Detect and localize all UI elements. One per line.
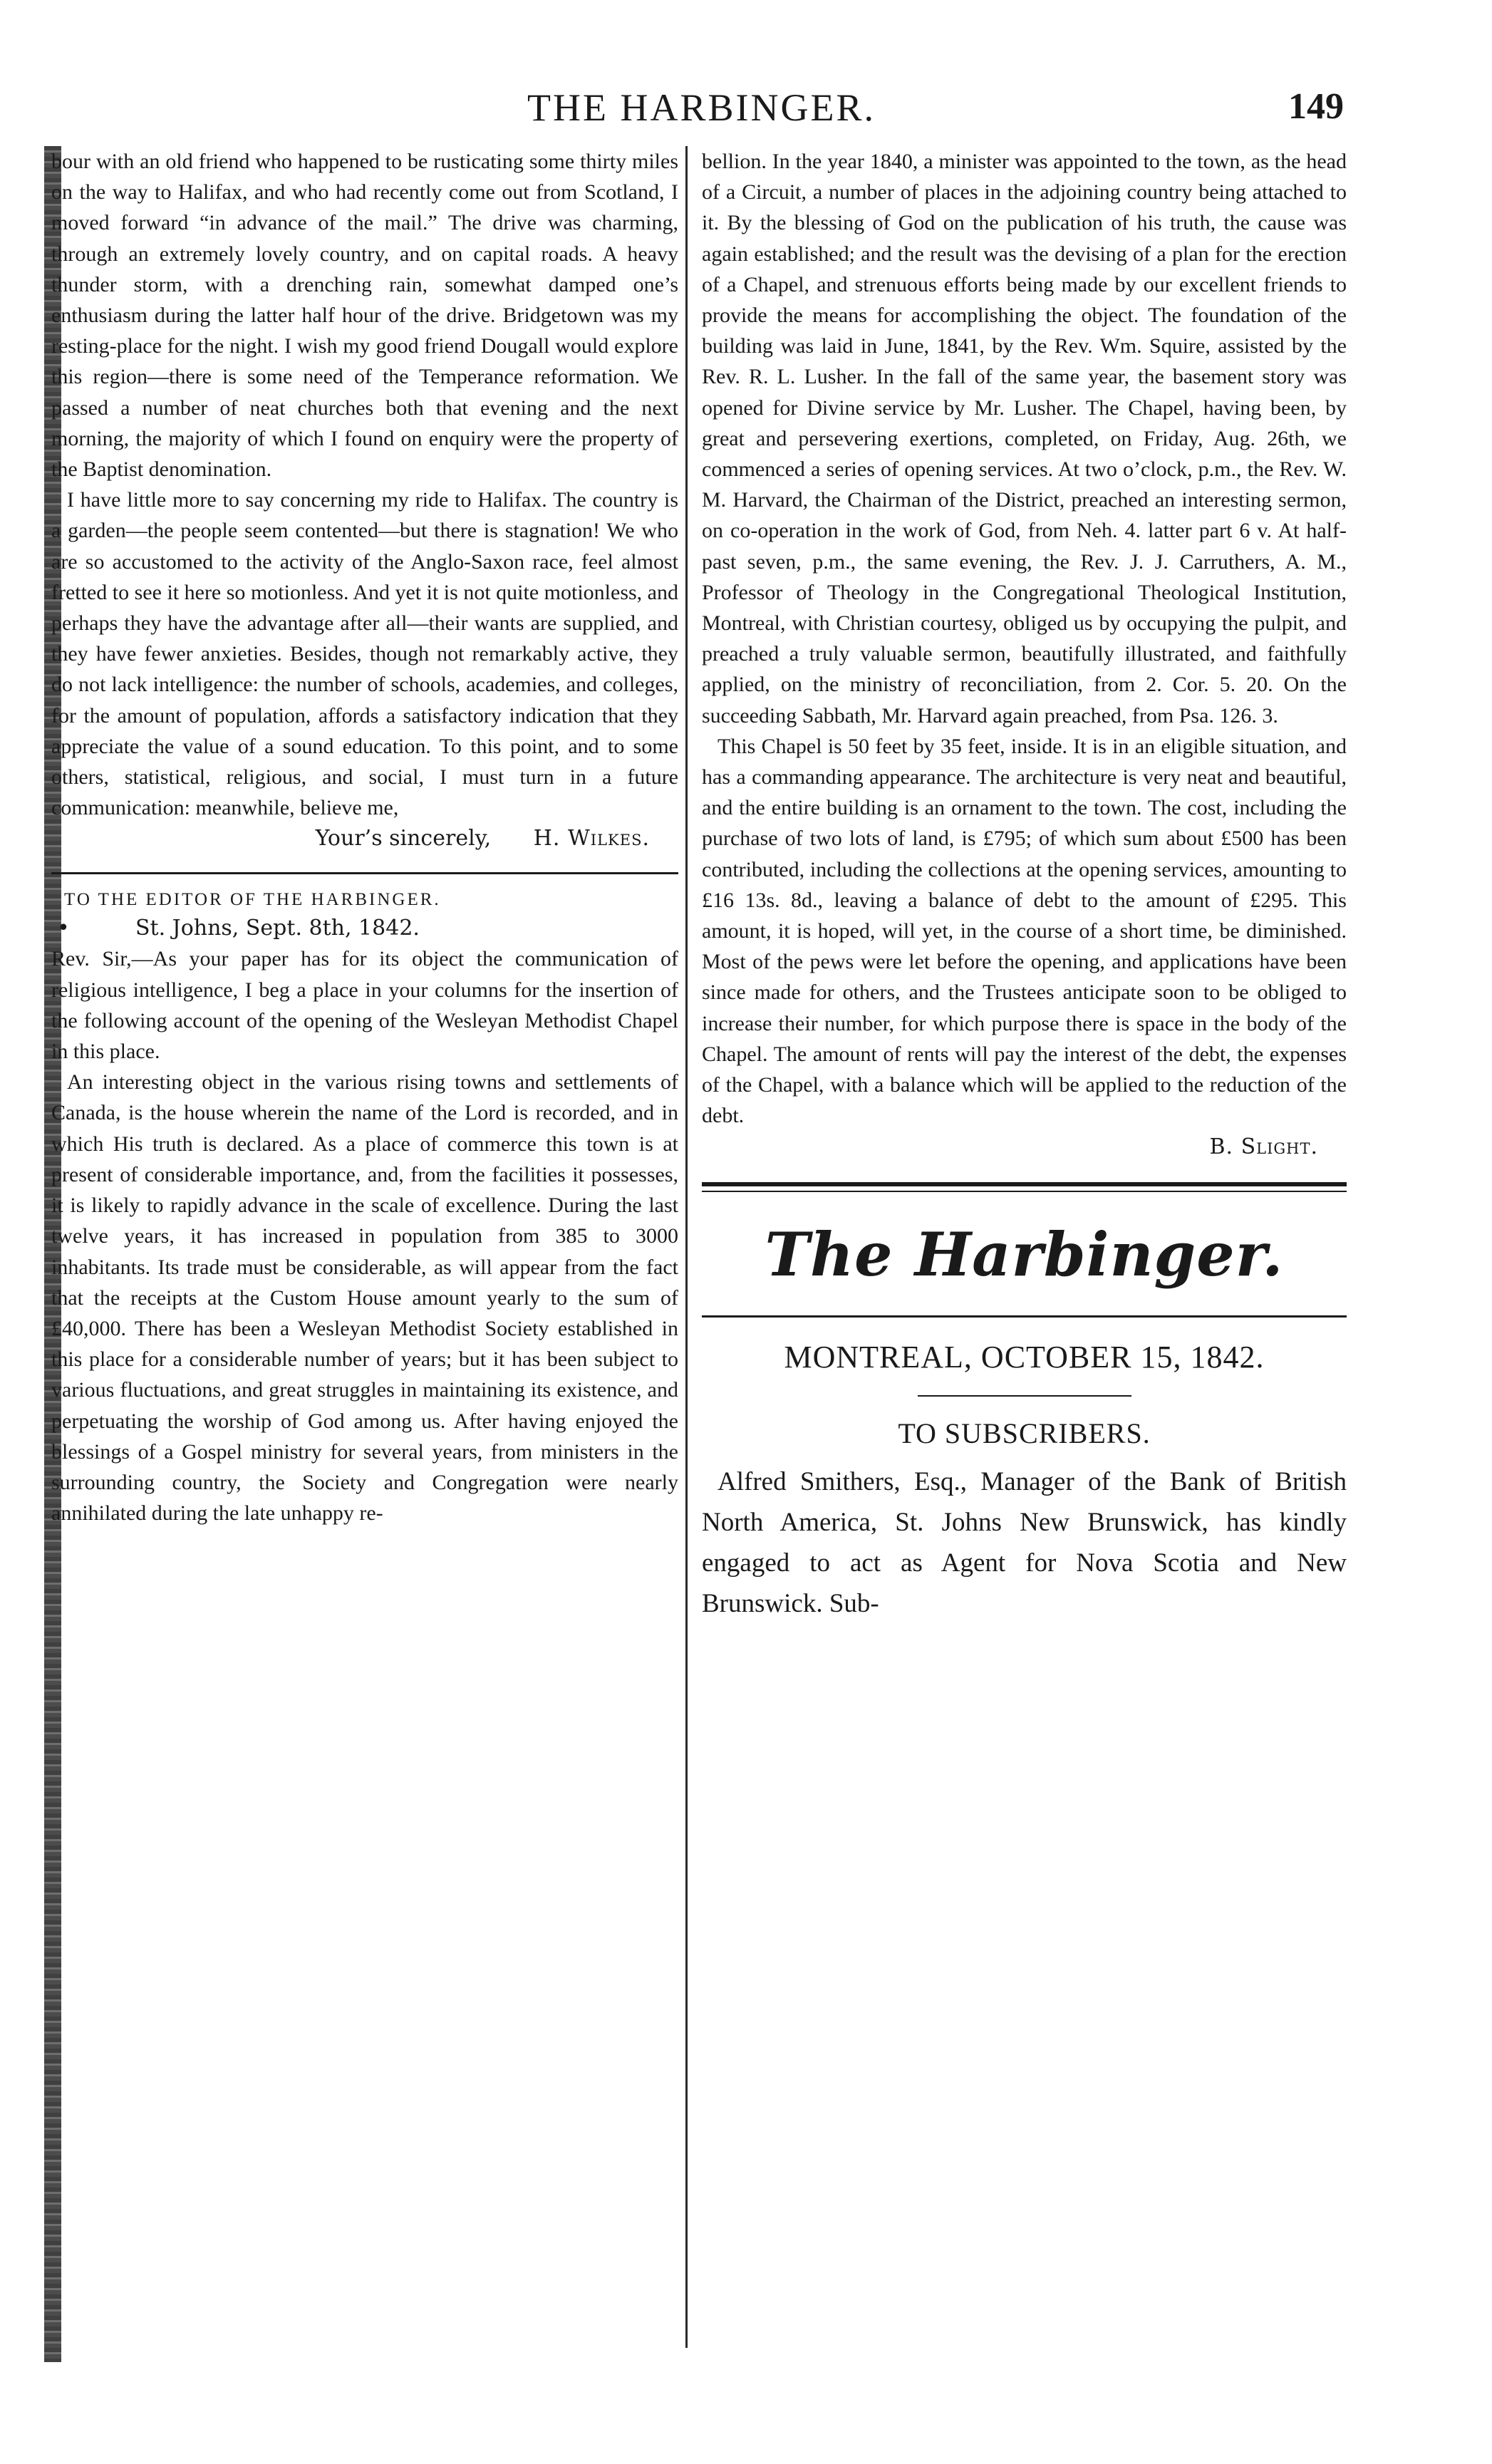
right-column: [702, 146, 1347, 1624]
left-column: [51, 146, 678, 1528]
rule-thick: [702, 1182, 1347, 1186]
masthead-title: The Harbinger.: [765, 1218, 1284, 1290]
letter-heading: TO THE EDITOR OF THE HARBINGER.: [64, 890, 441, 910]
issue-date: MONTREAL, OCTOBER 15, 1842.: [784, 1339, 1265, 1375]
section-divider: [51, 872, 678, 874]
running-title: THE HARBINGER.: [527, 86, 876, 129]
paragraph: I have little more to say concerning my ride to Halifax. The country is a garden—the people seem contented—but there is stagnation! We who are so accustomed to the activity of the Anglo-Saxon race, feel almost fretted to see it here so motionless. And yet it is not quite motionless, and perhaps they have the advantage after all—their wants are supplied, and they have fewer anxieties. Besides, though not remarkably active, they do not lack intelligence: the number of schools, academies, and colleges, for the amount of population, affords a satisfactory indication that they appreciate the value of a sound education. To this point, and to some others, statistical, religious, and social, I must turn in a future communication: meanwhile, believe me,: [51, 488, 678, 820]
letter-dateline: [51, 916, 678, 941]
signature-block: [51, 823, 678, 854]
paragraph: bour with an old friend who happened to be rusticating some thirty miles on the way to Halifax, and who had recently come out from Scotland, I moved forward “in advance of the mail.” The drive was charming, through an extremely lovely country, and on capital roads. A heavy thunder storm, with a drenching rain, somewhat damped one’s enthusiasm during the latter half hour of the drive. Bridgetown was my resting-place for the night. I wish my good friend Dougall would explore this region—there is some need of the Temperance reformation. We passed a number of neat churches both that evening and the next morning, the majority of which I found on enquiry were the property of the Baptist denomination.: [51, 150, 678, 482]
paragraph: Rev. Sir,—As your paper has for its object the communication of religious intelligence, I beg a place in your columns for the insertion of the following account of the opening of the Wesleyan Methodist Chapel in this place.: [51, 947, 678, 1064]
column-rule: [685, 146, 688, 2348]
paragraph: bellion. In the year 1840, a minister was appointed to the town, as the head of a Circuit, a number of places in the adjoining country being attached to it. By the blessing of God on the publication of his truth, the cause was again established; and the result was the devising of a plan for the erection of a Chapel, and strenuous efforts being made by our excellent friends to provide the means for accomplishing the object. The foundation of the building was laid in June, 1841, by the Rev. Wm. Squire, assisted by the Rev. R. L. Lusher. In the fall of the same year, the basement story was opened for Divine service by Mr. Lusher. The Chapel, having been, by great and persevering exertions, completed, on Friday, Aug. 26th, we commenced a series of opening services. At two o’clock, p.m., the Rev. W. M. Harvard, the Chairman of the District, preached an interesting sermon, on co-operation in the work of God, from Neh. 4. latter part 6 v. At half-past seven, p.m., the same evening, the Rev. J. J. Carruthers, A. M., Professor of Theology in the Congregational Theological Institution, Montreal, with Christian courtesy, obliged us by occupying the pulpit, and preached a truly valuable sermon, beautifully illustrated, and faithfully applied, on the ministry of reconciliation, from 2. Cor. 5. 20. On the succeeding Sabbath, Mr. Harvard again preached, from Psa. 126. 3.: [702, 150, 1347, 728]
dateline-text: St. Johns, Sept. 8th, 1842.: [135, 916, 420, 941]
paragraph: An interesting object in the various rising towns and settlements of Canada, is the house wherein the name of the Lord is recorded, and in which His truth is declared. As a place of commerce this town is at present of considerable importance, and, from the facilities it possesses, it is likely to rapidly advance in the scale of excellence. During the last twelve years, it has increased in population from 385 to 3000 inhabitants. Its trade must be considerable, as will appear from the fact that the receipts at the Custom House amount yearly to the sum of £40,000. There has been a Wesleyan Methodist Society established in this place for a considerable number of years; but it has been subject to various fluctuations, and great struggles in maintaining its existence, and perpetuating the worship of God among us. After having enjoyed the blessings of a Gospel ministry for several years, from ministers in the surrounding country, the Society and Congregation were nearly annihilated during the late unhappy re-: [51, 1070, 678, 1526]
page-number: 149: [1288, 86, 1344, 127]
signature-block: [702, 1132, 1347, 1162]
signature-closing: Your’s sincerely,: [315, 826, 492, 851]
rule-mid: [702, 1315, 1347, 1318]
signature-name: H. Wilkes.: [533, 826, 650, 851]
running-head: [0, 86, 1492, 143]
masthead-rules: [702, 1182, 1347, 1192]
bullet-mark: •: [57, 916, 70, 941]
signature-name: B. Slight.: [1209, 1134, 1318, 1159]
paragraph: This Chapel is 50 feet by 35 feet, inside. It is in an eligible situation, and has a commanding appearance. The architecture is very neat and beautiful, and the entire building is an ornament to the town. The cost, including the purchase of two lots of land, is £795; of which sum about £500 has been contributed, including the collections at the opening services, amounting to £16 13s. 8d., leaving a balance of debt to the amount of £295. This amount, it is hoped, will yet, in the course of a short time, be diminished. Most of the pews were let before the opening, and applications have been since made for others, and the Trustees anticipate soon to be obliged to increase their number, for which purpose there is space in the body of the Chapel. The amount of rents will pay the interest of the debt, the expenses of the Chapel, with a balance which will be applied to the reduction of the debt.: [702, 734, 1347, 1128]
notice-heading: TO SUBSCRIBERS.: [898, 1417, 1151, 1449]
rule-thin: [702, 1191, 1347, 1192]
notice-body: Alfred Smithers, Esq., Manager of the Bank of British North America, St. Johns New Brunswick, has kindly engaged to act as Agent for Nova Scotia and New Brunswick. Sub-: [702, 1466, 1347, 1618]
rule-short: [918, 1395, 1131, 1397]
